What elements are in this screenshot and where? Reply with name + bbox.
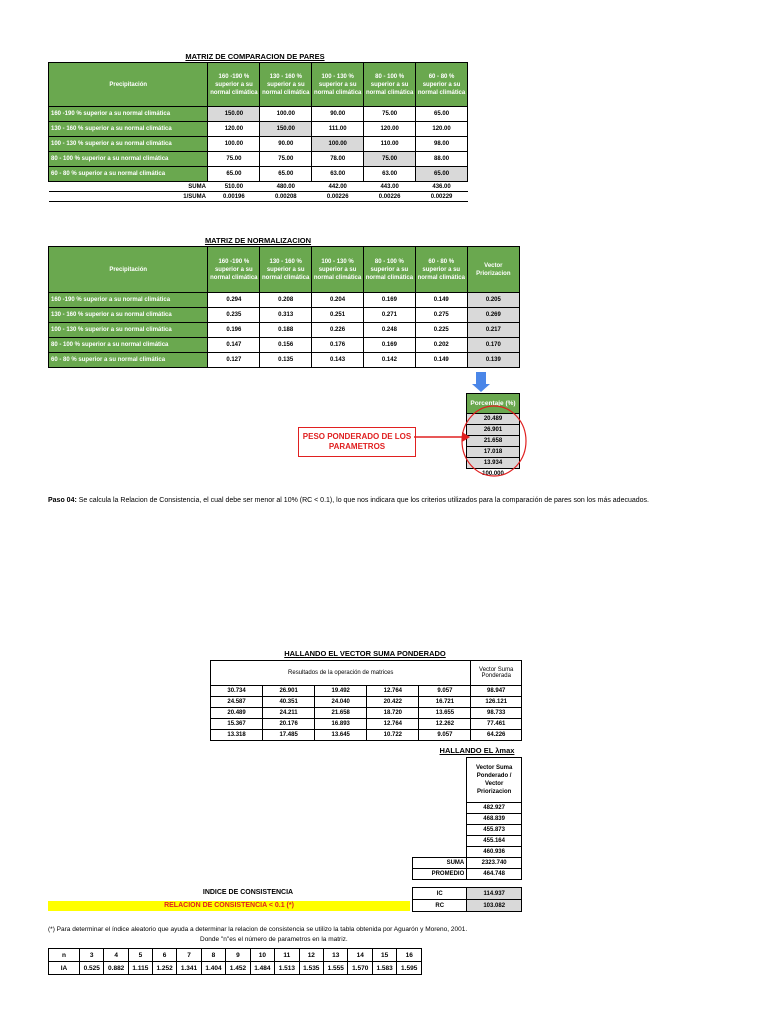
table-cell: 0.275 <box>415 308 467 323</box>
table-row <box>49 107 468 122</box>
table-cell: 24.211 <box>263 708 315 719</box>
table-cell: 9.057 <box>419 686 471 697</box>
table-cell: 120.00 <box>416 122 468 137</box>
table-row <box>211 708 522 719</box>
table-cell: 88.00 <box>416 152 468 167</box>
n-cell: 3 <box>80 949 104 962</box>
n-cell: 15 <box>372 949 396 962</box>
table-cell: 65.00 <box>416 167 468 182</box>
ic-label: IC <box>413 888 467 900</box>
inv-suma-cell: 0.00196 <box>208 192 260 202</box>
table-cell: 12.262 <box>419 719 471 730</box>
porcentaje-cell: 17.018 <box>467 447 520 458</box>
table-cell: 16.721 <box>419 697 471 708</box>
ia-cell: 1.484 <box>250 962 274 975</box>
peso-ponderado-callout <box>298 427 416 457</box>
suma-cell: 442.00 <box>328 183 347 190</box>
table-row <box>211 686 522 697</box>
table-cell: 90.00 <box>312 107 364 122</box>
table-cell: 0.147 <box>208 338 260 353</box>
lmax-cell: 455.873 <box>467 825 522 836</box>
ia-cell: 1.513 <box>275 962 299 975</box>
table-cell: 0.196 <box>208 323 260 338</box>
n-cell: 14 <box>348 949 372 962</box>
ia-cell: 0.882 <box>104 962 128 975</box>
table-cell: 26.901 <box>263 686 315 697</box>
pares-header: 160 -190 % superior a su normal climática <box>208 63 260 107</box>
table-cell: 0.313 <box>260 308 312 323</box>
table-cell: 0.176 <box>312 338 364 353</box>
vector-cell: 0.170 <box>467 338 519 353</box>
n-cell: 11 <box>275 949 299 962</box>
lmax-table <box>412 757 522 880</box>
norm-header: 80 - 100 % superior a su normal climática <box>363 247 415 293</box>
porcentaje-cell: 26.901 <box>467 425 520 436</box>
ia-cell: 1.404 <box>201 962 225 975</box>
table-cell: 0.204 <box>312 293 364 308</box>
n-cell: 12 <box>299 949 323 962</box>
table-cell: 150.00 <box>260 122 312 137</box>
table-cell: 0.169 <box>363 293 415 308</box>
norm-header: 160 -190 % superior a su normal climática <box>208 247 260 293</box>
table-cell: 12.764 <box>367 719 419 730</box>
ia-cell: 1.535 <box>299 962 323 975</box>
porcentaje-cell: 20.489 <box>467 414 520 425</box>
spacer <box>413 803 467 814</box>
n-cell: 5 <box>128 949 152 962</box>
n-cell: 8 <box>201 949 225 962</box>
table-cell: 0.156 <box>260 338 312 353</box>
table-row <box>49 167 468 182</box>
table-cell: 13.655 <box>419 708 471 719</box>
table-cell: 0.143 <box>312 353 364 368</box>
norm-corner: Precipitación <box>49 247 208 293</box>
table-cell: 75.00 <box>208 152 260 167</box>
ic-value: 114.937 <box>467 888 522 900</box>
paso-04 <box>48 497 649 504</box>
lmax-title: HALLANDO EL λmax <box>439 746 515 755</box>
row-label: 160 -190 % superior a su normal climática <box>49 107 208 122</box>
table-cell: 0.149 <box>415 293 467 308</box>
suma-cell: 480.00 <box>276 183 295 190</box>
ia-row <box>49 962 422 975</box>
norm-title: MATRIZ DE NORMALIZACION <box>204 236 312 245</box>
table-row <box>49 338 520 353</box>
inv-suma-cell: 0.00229 <box>416 192 468 202</box>
n-row <box>49 949 422 962</box>
table-cell: 0.149 <box>415 353 467 368</box>
table-cell: 0.225 <box>415 323 467 338</box>
table-row <box>49 323 520 338</box>
norm-header: 60 - 80 % superior a su normal climática <box>415 247 467 293</box>
suma-cell: 436.00 <box>432 183 451 190</box>
row-label: 100 - 130 % superior a su normal climática <box>49 137 208 152</box>
table-cell: 150.00 <box>208 107 260 122</box>
spacer <box>413 836 467 847</box>
suma-row <box>49 182 468 192</box>
ia-cell: 1.252 <box>152 962 176 975</box>
ia-table <box>48 948 422 975</box>
table-row <box>49 122 468 137</box>
lmax-cell: 455.164 <box>467 836 522 847</box>
suma-cell: 510.00 <box>224 183 244 190</box>
table-cell: 40.351 <box>263 697 315 708</box>
vector-cell: 0.217 <box>467 323 519 338</box>
table-cell: 20.489 <box>211 708 263 719</box>
table-cell: 0.226 <box>312 323 364 338</box>
n-cell: 7 <box>177 949 201 962</box>
lmax-cell: 468.839 <box>467 814 522 825</box>
table-cell: 64.226 <box>471 730 522 741</box>
ia-cell: 1.583 <box>372 962 396 975</box>
table-cell: 0.188 <box>260 323 312 338</box>
row-label: 130 - 160 % superior a su normal climática <box>49 122 208 137</box>
table-cell: 98.00 <box>416 137 468 152</box>
paso-text: Se calcula la Relacion de Consistencia, el cual debe ser menor al 10% (RC < 0.1), lo que nos indicara que los criterios utilizados para la comparación de pares son los más adecuados. <box>78 497 649 504</box>
table-row <box>211 730 522 741</box>
n-cell: 4 <box>104 949 128 962</box>
table-cell: 65.00 <box>208 167 260 182</box>
pares-header: 130 - 160 % superior a su normal climática <box>260 63 312 107</box>
table-cell: 17.485 <box>263 730 315 741</box>
spacer <box>413 825 467 836</box>
table-cell: 13.318 <box>211 730 263 741</box>
vector-cell: 0.269 <box>467 308 519 323</box>
rc-value: 103.082 <box>467 900 522 912</box>
table-cell: 100.00 <box>208 137 260 152</box>
pares-matrix <box>48 62 468 202</box>
table-cell: 77.461 <box>471 719 522 730</box>
table-cell: 21.658 <box>315 708 367 719</box>
vector-cell: 0.139 <box>467 353 519 368</box>
row-label: 100 - 130 % superior a su normal climática <box>49 323 208 338</box>
arrow-right-icon <box>414 430 470 444</box>
porcentaje-cell: 13.934 <box>467 458 520 469</box>
table-cell: 20.176 <box>263 719 315 730</box>
table-cell: 0.235 <box>208 308 260 323</box>
ia-cell: 1.452 <box>226 962 250 975</box>
table-cell: 0.169 <box>363 338 415 353</box>
lmax-suma: 2323.740 <box>467 858 522 869</box>
row-label: 160 -190 % superior a su normal climática <box>49 293 208 308</box>
spacer <box>413 758 467 803</box>
table-cell: 75.00 <box>260 152 312 167</box>
ia-label: IA <box>49 962 80 975</box>
table-cell: 16.893 <box>315 719 367 730</box>
table-cell: 78.00 <box>312 152 364 167</box>
pares-header: 100 - 130 % superior a su normal climática <box>312 63 364 107</box>
porcentaje-total: 100.000 <box>482 471 504 477</box>
table-cell: 13.645 <box>315 730 367 741</box>
table-cell: 110.00 <box>364 137 416 152</box>
row-label: 60 - 80 % superior a su normal climática <box>49 167 208 182</box>
table-cell: 0.202 <box>415 338 467 353</box>
table-cell: 18.720 <box>367 708 419 719</box>
table-cell: 100.00 <box>260 107 312 122</box>
table-row <box>49 353 520 368</box>
pares-header: 80 - 100 % superior a su normal climática <box>364 63 416 107</box>
n-cell: 6 <box>152 949 176 962</box>
table-cell: 12.764 <box>367 686 419 697</box>
table-cell: 0.248 <box>363 323 415 338</box>
porcentaje-header: Porcentaje (%) <box>467 394 520 414</box>
table-cell: 111.00 <box>312 122 364 137</box>
table-row <box>49 293 520 308</box>
arrow-down-icon <box>472 384 490 392</box>
table-cell: 9.057 <box>419 730 471 741</box>
table-cell: 20.422 <box>367 697 419 708</box>
pares-title: MATRIZ DE COMPARACION DE PARES <box>185 52 325 61</box>
ia-cell: 1.555 <box>324 962 348 975</box>
lmax-header: Vector Suma Ponderado / Vector Priorizacion <box>467 758 522 803</box>
row-label: 80 - 100 % superior a su normal climática <box>49 338 208 353</box>
lmax-promedio: 464.748 <box>467 869 522 880</box>
lmax-suma-label: SUMA <box>413 858 467 869</box>
rc-label: RC <box>413 900 467 912</box>
vsp-header2: Vector Suma Ponderada <box>471 661 522 686</box>
n-label: n <box>49 949 80 962</box>
table-cell: 75.00 <box>364 152 416 167</box>
inv-suma-label: 1/SUMA <box>49 192 208 202</box>
paso-label: Paso 04: <box>48 497 77 504</box>
norm-header: 130 - 160 % superior a su normal climática <box>260 247 312 293</box>
porcentaje-cell: 21.658 <box>467 436 520 447</box>
table-row <box>49 137 468 152</box>
table-cell: 98.733 <box>471 708 522 719</box>
table-cell: 0.135 <box>260 353 312 368</box>
table-cell: 120.00 <box>364 122 416 137</box>
ia-cell: 1.115 <box>128 962 152 975</box>
ia-cell: 1.595 <box>397 962 422 975</box>
inv-suma-cell: 0.00208 <box>260 192 312 202</box>
table-cell: 24.040 <box>315 697 367 708</box>
table-cell: 90.00 <box>260 137 312 152</box>
table-cell: 0.251 <box>312 308 364 323</box>
inv-suma-row <box>49 192 468 202</box>
table-cell: 63.00 <box>312 167 364 182</box>
table-cell: 65.00 <box>260 167 312 182</box>
inv-suma-cell: 0.00226 <box>364 192 416 202</box>
norm-matrix <box>48 246 520 368</box>
table-cell: 98.947 <box>471 686 522 697</box>
table-cell: 0.142 <box>363 353 415 368</box>
table-row <box>49 152 468 167</box>
lmax-promedio-label: PROMEDIO <box>413 869 467 880</box>
lmax-cell: 460.936 <box>467 847 522 858</box>
suma-cell: 443.00 <box>380 183 399 190</box>
ia-cell: 1.570 <box>348 962 372 975</box>
table-cell: 100.00 <box>312 137 364 152</box>
table-cell: 15.367 <box>211 719 263 730</box>
row-label: 130 - 160 % superior a su normal climática <box>49 308 208 323</box>
vector-priorizacion-header: Vector Priorizacion <box>467 247 519 293</box>
table-cell: 0.271 <box>363 308 415 323</box>
ic-text: INDICE DE CONSISTENCIA <box>202 889 294 896</box>
table-cell: 65.00 <box>416 107 468 122</box>
highlight-ellipse <box>460 403 528 479</box>
n-cell: 13 <box>324 949 348 962</box>
norm-header: 100 - 130 % superior a su normal climática <box>312 247 364 293</box>
table-cell: 19.492 <box>315 686 367 697</box>
table-cell: 10.722 <box>367 730 419 741</box>
pares-corner: Precipitación <box>49 63 208 107</box>
table-cell: 120.00 <box>208 122 260 137</box>
pares-header: 60 - 80 % superior a su normal climática <box>416 63 468 107</box>
ia-cell: 0.525 <box>80 962 104 975</box>
spacer <box>413 847 467 858</box>
vector-cell: 0.205 <box>467 293 519 308</box>
vsp-table <box>210 660 522 741</box>
table-cell: 0.208 <box>260 293 312 308</box>
rc-text: RELACION DE CONSISTENCIA < 0.1 (*) <box>48 901 410 911</box>
table-cell: 75.00 <box>364 107 416 122</box>
suma-label: SUMA <box>188 183 206 190</box>
table-cell: 0.294 <box>208 293 260 308</box>
ic-rc-table <box>412 887 522 912</box>
footnote-line2: Donde "n"es el número de parametros en la matriz. <box>200 936 348 943</box>
n-cell: 10 <box>250 949 274 962</box>
callout-text: PESO PONDERADO DE LOS PARAMETROS <box>302 432 412 451</box>
inv-suma-cell: 0.00226 <box>312 192 364 202</box>
table-cell: 126.121 <box>471 697 522 708</box>
vsp-header: Resultados de la operación de matrices <box>211 661 471 686</box>
n-cell: 9 <box>226 949 250 962</box>
table-cell: 63.00 <box>364 167 416 182</box>
footnote-line1: (*) Para determinar el índice aleatorio que ayuda a determinar la relacion de consistencia se utilizo la tabla obtenida por Aguarón y Moreno, 2001. <box>48 926 468 933</box>
n-cell: 16 <box>397 949 422 962</box>
table-row <box>211 697 522 708</box>
spacer <box>413 814 467 825</box>
table-row <box>49 308 520 323</box>
table-row <box>211 719 522 730</box>
table-cell: 0.127 <box>208 353 260 368</box>
table-cell: 24.587 <box>211 697 263 708</box>
lmax-cell: 482.927 <box>467 803 522 814</box>
table-cell: 30.734 <box>211 686 263 697</box>
row-label: 80 - 100 % superior a su normal climática <box>49 152 208 167</box>
ia-cell: 1.341 <box>177 962 201 975</box>
vsp-title: HALLANDO EL VECTOR SUMA PONDERADO <box>284 649 446 658</box>
row-label: 60 - 80 % superior a su normal climática <box>49 353 208 368</box>
